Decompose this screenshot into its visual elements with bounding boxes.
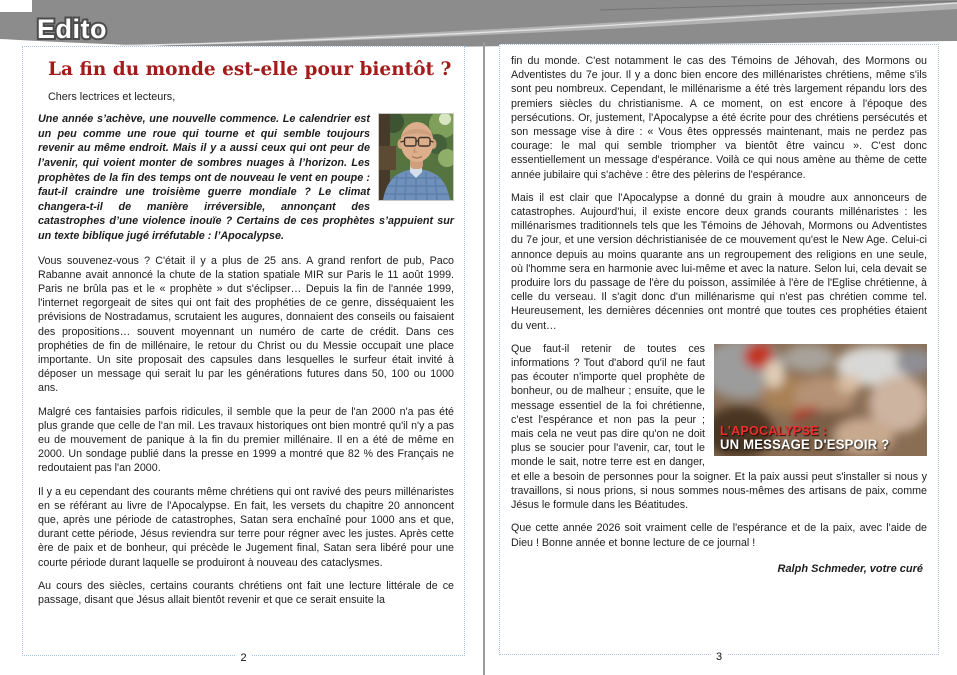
intro-text: Une année s’achève, une nouvelle commence. Le calendrier est un peu comme une roue qui tourne et qui semble toujours revenir au même endroit. Mais il y a aussi ceux qui ont peur de l’avenir, qui voient monter de sombres nuages à l’horizon. Les prophètes de la fin des temps ont de nouveau le vent en poupe : faut-il craindre une troisième guerre mondiale ? Le climat changera-t-il de manière irréversible, annonçant des catastrophes d’une violence inouïe ? Certains de ces prophètes s’appuient sur un texte biblique jugé irréfutable : l’Apocalypse.: [38, 113, 454, 243]
intro-paragraph: [38, 112, 454, 243]
paragraph: fin du monde. C'est notamment le cas des Témoins de Jéhovah, des Mormons ou Adventistes du 7e jour. Il y a donc bien encore des millénaristes chrétiens, même s'ils sont peu nombreux. Cependant, le millénarisme a été très largement répandu lors des premiers siècles du christianisme. A ce moment, on est encore à l'époque des persécutions. Or, justement, l'Apocalypse a été écrite pour des chrétiens persécutés et son message vise à dire : « Vous êtes oppressés maintenant, mais ne perdez pas courage: le mal qui semble triompher va bientôt être vaincu ». C'est donc essentiellement un message d'espérance. Voilà ce qui nous amène au thème de cette année jubilaire qui s'achève : être des pèlerins de l'espérance.: [511, 55, 927, 181]
author-signature: Ralph Schmeder, votre curé: [777, 562, 923, 575]
article-title: La fin du monde est-elle pour bientôt ?: [48, 59, 452, 80]
banner-title: Edito: [37, 14, 107, 44]
edito-banner: [0, 0, 957, 48]
greeting: Chers lectrices et lecteurs,: [48, 91, 176, 104]
paragraph: Mais il est clair que l'Apocalypse a donné du grain à moudre aux annonceurs de catastrophes. Aujourd'hui, il existe encore deux grands courants millénaristes : les millénarismes traditionnels tels que les Témoins de Jéhovah, Mormons ou Adventistes du 7e jour, et une version déchristianisée de ce mouvement qu'est le New Age. Celui-ci annonce depuis au moins quarante ans un regroupement des religions en une seule, où l'homme sera en harmonie avec lui-même et avec la nature. Selon lui, cela devait se produire lors du passage de l'ère du poisson, assimilée à l'ère de l'Eglise chrétienne, à celle du verseau. Il s'agit donc d'un millénarisme qui n'est pas chrétien comme tel. Heureusement, les dernières décennies ont montré que toutes ces prophéties étaient du vent…: [511, 191, 927, 332]
page-number: 2: [235, 652, 251, 664]
author-photo: [378, 113, 454, 201]
paragraph: Au cours des siècles, certains courants chrétiens ont fait une lecture littérale de ce passage, disant que Jésus allait bientôt revenir et que ce serait ensuite la: [38, 579, 454, 607]
apocalypse-painting: [714, 344, 927, 456]
paragraph: Que cette année 2026 soit vraiment celle de l'espérance et de la paix, avec l'aide de Dieu ! Bonne année et bonne lecture de ce journal !: [511, 522, 927, 549]
paragraph-text: Que faut-il retenir de toutes ces informations ? Tout d'abord qu'il ne faut pas écouter n'importe quel prophète de bonheur, ou de malheur ; ensuite, que le message essentiel de la foi chrétienne, c'est l'espérance et non pas la peur ; mais cela ne veut pas dire qu'on ne doit plus se soucier pour l'avenir, car, tout le monde le sait, notre terre est en danger, et elle a besoin de personnes pour la soigner. Et la paix aussi peut s'installer si nous y travaillons, si nous prions, si nous sommes nous-mêmes des artisans de paix, comme Jésus le formule dans les Béatitudes.: [511, 342, 927, 512]
caption-line1: L'APOCALYPSE :: [720, 423, 827, 439]
caption-line2: UN MESSAGE D'ESPOIR ?: [720, 436, 890, 452]
paragraph-with-image: [511, 342, 927, 512]
paragraph: Vous souvenez-vous ? C'était il y a plus de 25 ans. A grand renfort de pub, Paco Rabanne avait annoncé la chute de la station spatiale MIR sur Paris le 11 août 1999. Paris ne brûla pas et le « prophète » dut s'éclipser… Depuis la fin de l'année 1999, l'internet regorgeait de sites qui ont fait des prophéties de ce genre, disséquaient les prévisions de Nostradamus, scrutaient les augures, donnaient des conseils ou faisaient des propositions… souvent moyennant un numéro de carte de crédit. Dans ces prophéties de fin de millénaire, le retour du Christ ou du Messie occupait une place importante. Un site proposait des capsules dans lesquelles le surfeur était invité à déposer un message qui serait lu par les générations futures dans 50, 100 ou 1000 ans.: [38, 254, 454, 395]
page-divider: [483, 42, 485, 675]
paragraph: Il y a eu cependant des courants même chrétiens qui ont ravivé des peurs millénaristes en se référant au livre de l'Apocalypse. En fait, les versets du chapitre 20 annoncent que, après une période de catastrophes, Satan sera enchaîné pour 1000 ans et que, durant cette période, Jésus reviendra sur terre pour régner avec les justes. Après cette ère de paix et de bonheur, qui précède le Jugement final, Satan sera libéré pour une courte période durant laquelle se produiront à nouveau des cataclysmes.: [38, 485, 454, 569]
page-2: [22, 46, 465, 664]
painting-caption: [720, 424, 889, 452]
page-number: 3: [711, 651, 727, 663]
paragraph: Malgré ces fantaisies parfois ridicules, il semble que la peur de l'an 2000 n'a pas été plus grande que celle de l'an mil. Les travaux historiques ont bien montré qu'il n'y a pas eu de mouvement de panique à la fin du premier millénaire. Il en a été de même en 2000. Un sondage publié dans la presse en 1999 a montré que 82 % des Français ne redoutaient pas l'an 2000.: [38, 405, 454, 475]
page-3: [499, 44, 939, 663]
